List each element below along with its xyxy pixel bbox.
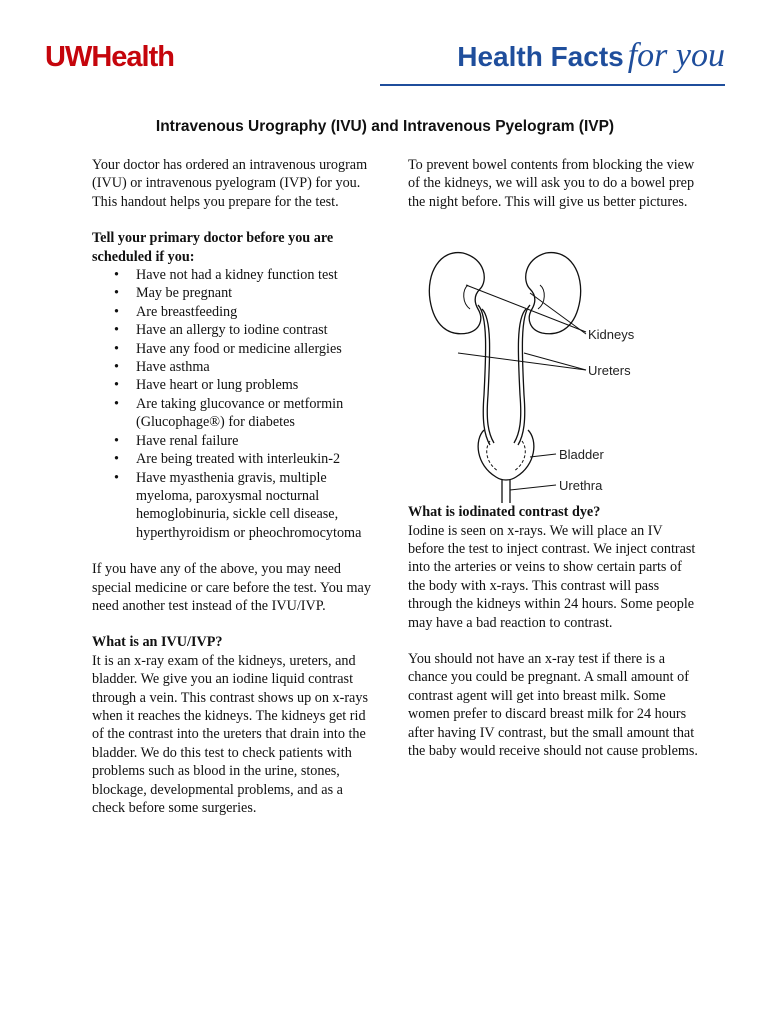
special-care-paragraph: If you have any of the above, you may need special medicine or care before the test. You may need another test instead of the IVU/IVP. [92, 561, 371, 614]
health-facts-brand [457, 36, 725, 82]
uw-health-logo [45, 40, 174, 74]
tell-doctor-heading: Tell your primary doctor before you are scheduled if you: [92, 230, 334, 265]
urethra-label: Urethra [559, 478, 603, 493]
bowel-prep-paragraph: To prevent bowel contents from blocking the view of the kidneys, we will ask you to do a bowel prep the night before. This will give us better pictures. [408, 157, 695, 210]
list-item: • May be pregnant [136, 284, 377, 302]
list-item: • Have an allergy to iodine contrast [136, 321, 377, 339]
contrast-dye-heading: What is iodinated contrast dye? [408, 504, 601, 521]
page-title: Intravenous Urography (IVU) and Intravenous Pyelogram (IVP) [155, 118, 615, 135]
bladder-label: Bladder [559, 447, 604, 462]
list-item: • Have myasthenia gravis, multiple myeloma, paroxysmal nocturnal hemoglobinuria, sickle cell disease, hyperthyroidism or pheochromocytoma [136, 469, 377, 543]
kidneys-label: Kidneys [588, 327, 635, 342]
ureters-label: Ureters [588, 363, 631, 378]
list-item: • Have asthma [136, 358, 377, 376]
left-column [92, 156, 377, 835]
urethra-shape [502, 480, 510, 503]
brand-bold-text: Health Facts [457, 41, 624, 72]
pregnancy-paragraph: You should not have an x-ray test if there is a chance you could be pregnant. A small amount of contrast agent will get into breast milk. Some women prefer to discard breast milk for 24 hours after having IV contrast, but the small amount that the baby would receive should not cause problems. [408, 651, 698, 760]
logo-uw-text: UW [45, 41, 92, 73]
list-item: • Have any food or medicine allergies [136, 340, 377, 358]
conditions-list [92, 266, 377, 542]
contrast-dye-paragraph: Iodine is seen on x-rays. We will place an IV before the test to inject contrast. We inject contrast into the arteries or veins to show certain parts of the body with x-rays. This contrast will pass through the kidneys within 24 hours. Some people may have a bad reaction to contrast. [408, 522, 696, 631]
intro-paragraph: Your doctor has ordered an intravenous urogram (IVU) or intravenous pyelogram (IVP) for you. This handout helps you prepare for the test. [92, 157, 368, 210]
logo-health-text: Health [91, 41, 174, 73]
list-item: • Have heart or lung problems [136, 376, 377, 394]
urinary-system-diagram [418, 245, 648, 515]
list-item: • Are breastfeeding [136, 303, 377, 321]
brand-script-text: for you [627, 37, 725, 74]
list-item: • Have renal failure [136, 432, 377, 450]
list-item: • Have not had a kidney function test [136, 266, 377, 284]
left-kidney-shape [429, 253, 484, 334]
header-rule [380, 84, 725, 86]
list-item: • Are being treated with interleukin-2 [136, 450, 377, 468]
ivu-heading: What is an IVU/IVP? [92, 634, 223, 651]
ivu-body-paragraph: It is an x-ray exam of the kidneys, ureters, and bladder. We give you an iodine liquid contrast through a vein. This contrast shows up on x-rays when it reaches the kidneys. The kidneys get rid of the contrast into the ureters that drain into the bladder. We do this test to check patients with problems such as blood in the urine, stones, blockage, developmental problems, and as a check before some surgeries. [92, 652, 368, 816]
list-item: • Are taking glucovance or metformin (Glucophage®) for diabetes [136, 395, 377, 432]
right-kidney-shape [526, 253, 581, 334]
